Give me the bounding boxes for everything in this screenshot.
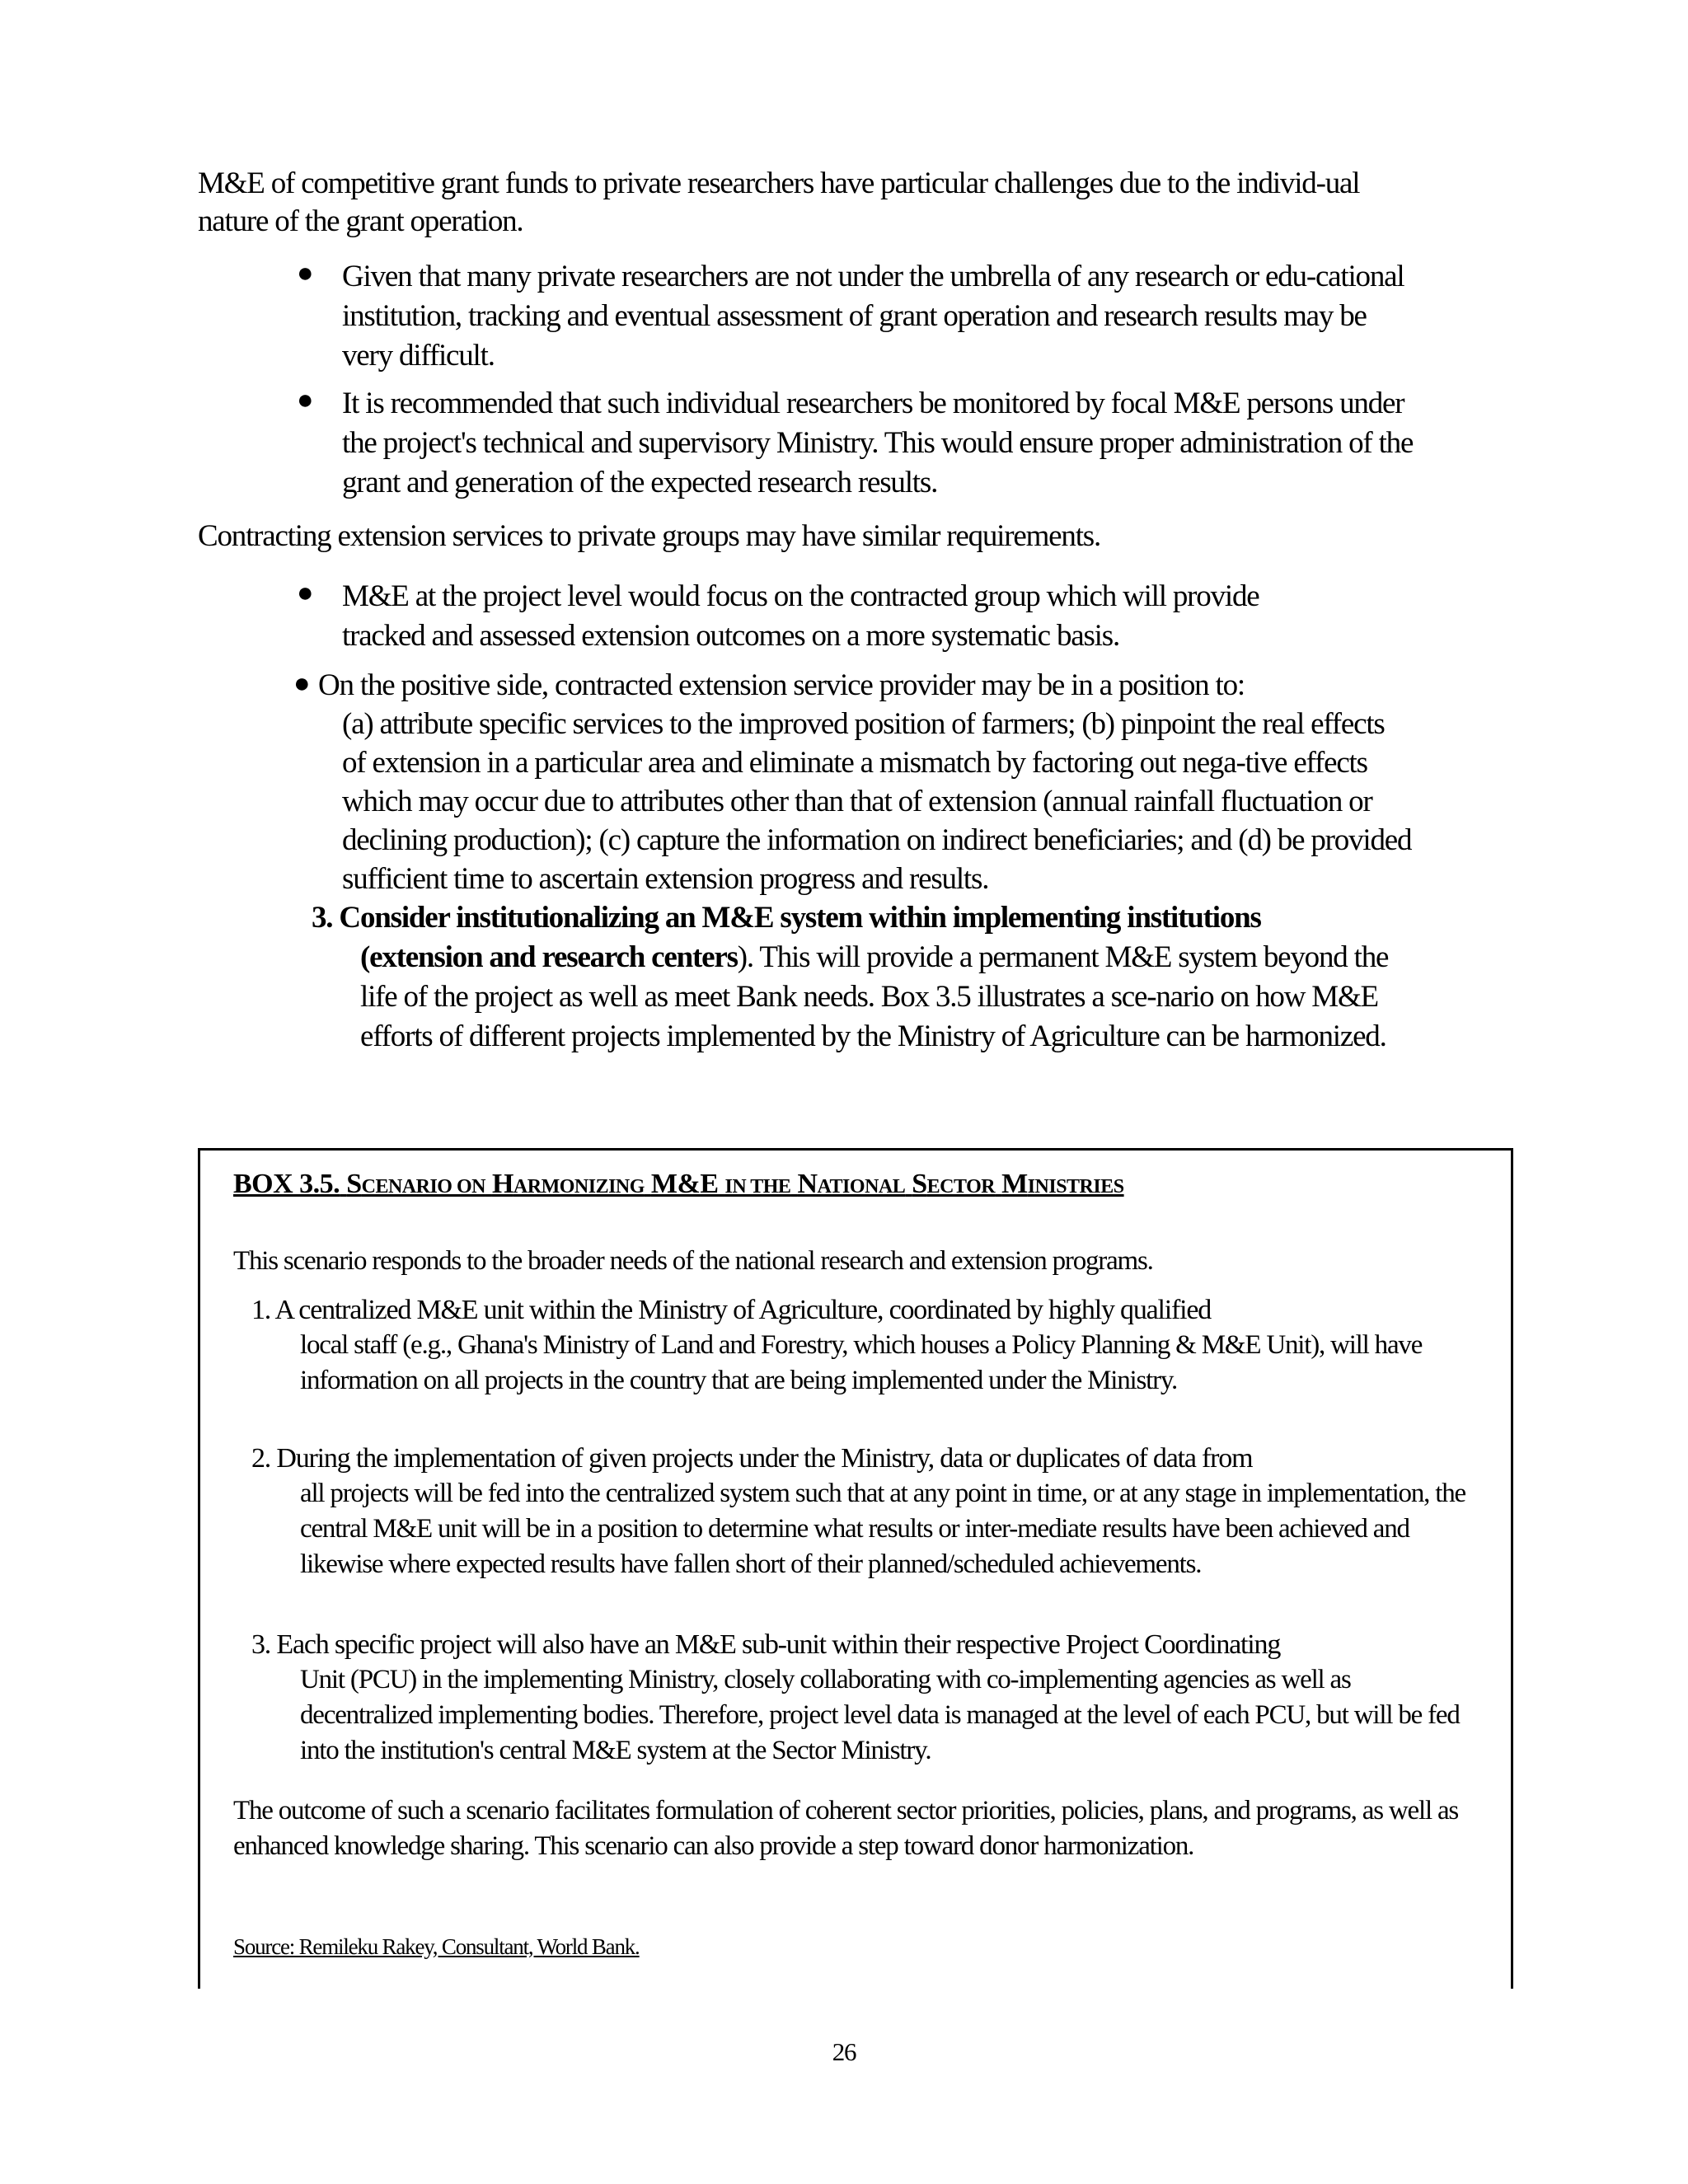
recommendation-number: 3. [312,901,333,935]
recommendation-heading: Consider institutionalizing an M&E system within implementing institutions [339,901,1261,935]
page-number: 26 [832,2037,856,2066]
bullet-icon: ● [293,668,310,699]
box-item-1 [251,1292,1471,1399]
box-title: BOX 3.5. SCENARIO ON HARMONIZING M&E IN THE NATIONAL SECTOR MINISTRIES [233,1169,1124,1199]
box-intro: This scenario responds to the broader needs of the national research and extension programs. [233,1246,1153,1276]
bullet-icon: ● [297,258,313,288]
box-item-3-rest: Unit (PCU) in the implementing Ministry, closely collaborating with co-implementing agencies as well as decentralized implementing bodies. Therefore, project level data is managed at the level of each PCU, but will be fed into the institution's central M&E system at the Sector Ministry. [300,1665,1460,1765]
extension-bullet-2 [318,666,1414,898]
grant-bullet-2: It is recommended that such individual researchers be monitored by focal M&E persons under the project's technical and supervisory Ministry. This would ensure proper administration of the grant and generation of the expected research results. [342,387,1414,499]
extension-bullet-1-rest: tracked and assessed extension outcomes on a more systematic basis. [342,619,1119,653]
extension-bullet-2-lead: On the positive side, contracted extension service provider may be in a position to: [318,668,1245,702]
recommendation-heading-cont: (extension and research centers [360,940,738,974]
extension-paragraph: Contracting extension services to private groups may have similar requirements. [198,519,1101,553]
bullet-icon: ● [297,578,313,608]
bullet-icon: ● [297,385,313,415]
box-item-2 [251,1441,1471,1582]
box-3-5 [198,1148,1513,1989]
box-item-1-rest: local staff (e.g., Ghana's Ministry of Land and Forestry, which houses a Policy Planning & M&E Unit), will have information on all projects in the country that are being implemented under the Ministry. [300,1330,1423,1395]
box-source: Source: Remileku Rakey, Consultant, World Bank. [233,1934,640,1959]
box-item-2-rest: all projects will be fed into the centralized system such that at any point in time, or at any stage in implementation, the central M&E unit will be in a position to determine what results or inter-mediate results have been achieved and likewise where expected results have fallen short of their planned/scheduled achievements. [300,1479,1465,1579]
extension-bullet-1 [342,577,1414,656]
box-item-2-first: 2. During the implementation of given projects under the Ministry, data or duplicates of data from [251,1443,1253,1474]
grant-bullet-1: Given that many private researchers are not under the umbrella of any research or edu-cational institution, tracking and eventual assessment of grant operation and research results may be very difficult. [342,260,1404,373]
box-item-3 [251,1627,1471,1769]
extension-bullet-1-lead: M&E at the project level would focus on the contracted group which will provide [342,579,1259,613]
box-item-3-first: 3. Each specific project will also have an M&E sub-unit within their respective Project Coordinating [251,1629,1281,1660]
box-outcome: The outcome of such a scenario facilitates formulation of coherent sector priorities, policies, plans, and programs, as well as enhanced knowledge sharing. This scenario can also provide a step toward donor harmonization. [233,1796,1459,1861]
recommendation-body: ). This will provide a permanent M&E system beyond the life of the project as well as meet Bank needs. Box 3.5 illustrates a sce-nario on how M&E efforts of different projects implemented by the Ministry of Agriculture can be harmonized. [360,940,1389,1053]
box-item-1-first: 1. A centralized M&E unit within the Ministry of Agriculture, coordinated by highly qualified [251,1295,1212,1325]
extension-bullet-2-rest: (a) attribute specific services to the improved position of farmers; (b) pinpoint the real effects of extension in a particular area and eliminate a mismatch by factoring out nega-tive effects which may occur due to attributes other than that of extension (annual rainfall fluctuation or declining production); (c) capture the information on indirect beneficiaries; and (d) be provided sufficient time to ascertain extension progress and results. [342,707,1412,896]
intro-paragraph: M&E of competitive grant funds to private researchers have particular challenges due to the individ-ual nature of the grant operation. [198,166,1360,238]
recommendation-3 [312,898,1416,1057]
